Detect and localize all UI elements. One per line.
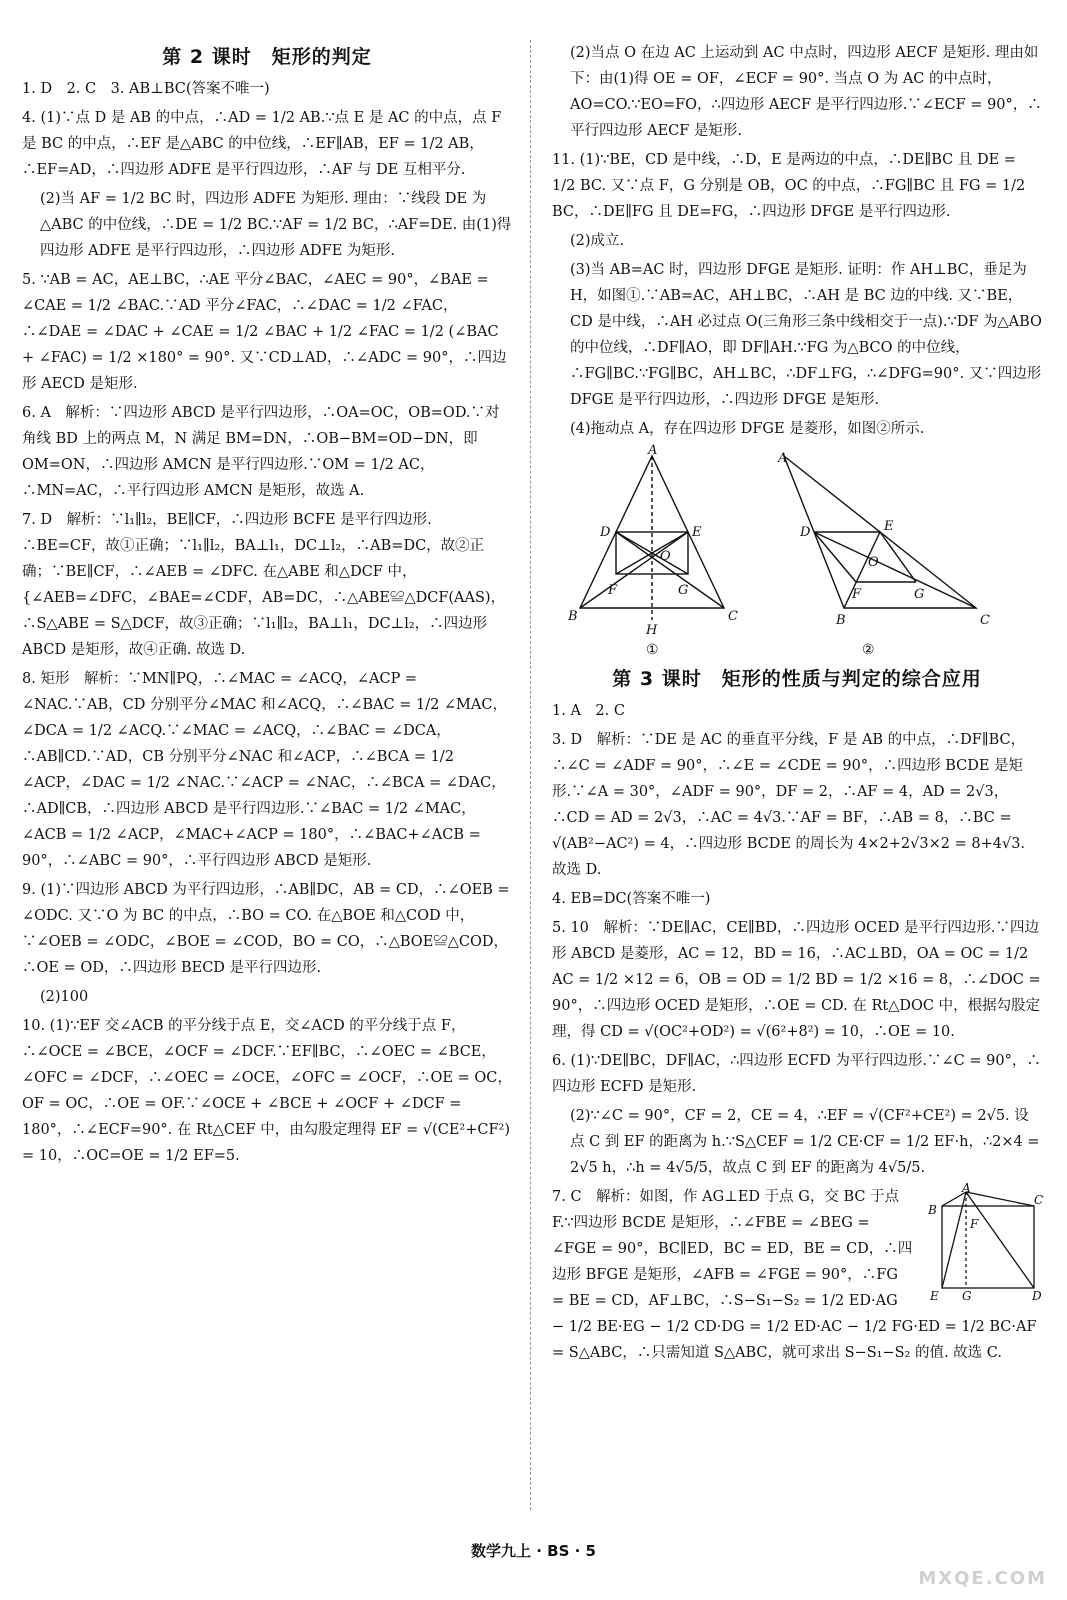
median-be-2 <box>844 532 880 608</box>
answer-line: 11. (1)∵BE，CD 是中线，∴D，E 是两边的中点，∴DE∥BC 且 DE = 1/2 BC. 又∵点 F，G 分别是 OB，OC 的中点，∴FG∥BC 且 FG = 1/2 BC，∴DE∥FG 且 DE=FG，∴四边形 DFGE 是平行四边形. <box>552 152 1026 220</box>
section-heading-lesson3: 第 3 课时 矩形的性质与判定的综合应用 <box>612 668 982 690</box>
median-be <box>580 532 688 608</box>
right-column <box>552 40 1042 1369</box>
rectangle-bcde <box>942 1206 1034 1288</box>
answer-line: (2)成立. <box>570 233 625 249</box>
watermark: MXQE.COM <box>918 1568 1047 1589</box>
section-heading-lesson2: 第 2 课时 矩形的判定 <box>162 46 372 68</box>
page-footer: 数学九上 · BS · 5 <box>471 1542 596 1560</box>
svg-text:O: O <box>660 549 671 564</box>
left-answer-list <box>22 76 512 1169</box>
answer-line: 3. D 解析：∵DE 是 AC 的垂直平分线，F 是 AB 的中点，∴DF∥BC，∴∠C = ∠ADF = 90°，∴∠E = ∠CDE = 90°，∴四边形 BCDE 是矩形.∵∠A = 30°，∠ADF = 90°，DF = 2，∴AF = 4，AD = 2√3，∴CD = AD = 2√3，∴AC = 4√3.∵AF = BF，∴AB = 8，∴BC = √(AB²−AC²) = 4，∴四边形 BCDE 的周长为 4×2+2√3×2 = 8+4√3. 故选 D. <box>552 732 1026 878</box>
answer-line: 5. ∵AB = AC，AE⊥BC，∴AE 平分∠BAC，∠AEC = 90°，∠BAE = ∠CAE = 1/2 ∠BAC.∵AD 平分∠FAC，∴∠DAC = 1/2 ∠FAC，∴∠DAE = ∠DAC + ∠CAE = 1/2 ∠BAC + 1/2 ∠FAC = 1/2 (∠BAC + ∠FAC) = 1/2 ×180° = 90°. 又∵CD⊥AD，∴∠ADC = 90°，∴四边形 AECD 是矩形. <box>22 272 507 392</box>
column-divider <box>530 40 531 1510</box>
answer-q7-text: 7. C 解析：如图，作 AG⊥ED 于点 G，交 BC 于点 F.∵四边形 BCDE 是矩形，∴∠FBE = ∠BEG = ∠FGE = 90°，BC∥ED，BC = ED，BE = CD，∴四边形 BFGE 是矩形，∠AFB = ∠FGE = 90°，∴FG = BE = CD，AF⊥BC，∴S−S₁−S₂ = 1/2 ED·AG − 1/2 BE·EG − 1/2 CD·DG = 1/2 ED·AC − 1/2 FG·ED = 1/2 BC·AF = S△ABC，∴只需知道 S△ABC，就可求出 S−S₁−S₂ 的值. 故选 C. <box>552 1189 1037 1361</box>
answer-line: 1. A 2. C <box>552 703 625 719</box>
svg-text:D: D <box>800 525 811 540</box>
figures-q11 <box>552 443 1042 658</box>
svg-text:E: E <box>692 525 702 540</box>
answer-line: (2)∵∠C = 90°，CF = 2，CE = 4，∴EF = √(CF²+CE²) = 2√5. 设点 C 到 EF 的距离为 h.∵S△CEF = 1/2 CE·CF = 1/2 EF·h，∴2×4 = 2√5 h，∴h = 4√5/5，故点 C 到 EF 的距离为 4√5/5. <box>570 1108 1040 1176</box>
answer-line: (4)拖动点 A，存在四边形 DFGE 是菱形，如图②所示. <box>570 421 925 437</box>
svg-text:C: C <box>980 613 990 628</box>
figure-1-caption: ① <box>646 642 659 658</box>
answer-line: 10. (1)∵EF 交∠ACB 的平分线于点 E，交∠ACD 的平分线于点 F，∴∠OCE = ∠BCE，∠OCF = ∠DCF.∵EF∥BC，∴∠OEC = ∠BCE，∠OFC = ∠DCF，∴∠OEC = ∠OCE，∠OFC = ∠OCF，∴OE = OC，OF = OC，∴OE = OF.∵∠OCE + ∠BCE + ∠OCF + ∠DCF = 180°，∴∠ECF=90°. 在 Rt△CEF 中，由勾股定理得 EF = √(CE²+CF²) = 10，∴OC=OE = 1/2 EF=5. <box>22 1018 512 1164</box>
figure-1-and-2 <box>552 443 1022 658</box>
svg-text:B: B <box>928 1203 937 1217</box>
answer-line: 6. A 解析：∵四边形 ABCD 是平行四边形，∴OA=OC，OB=OD.∵对角线 BD 上的两点 M，N 满足 BM=DN，∴OB−BM=OD−DN，即 OM=ON，∴四边形 AMCN 是平行四边形.∵OM = 1/2 AC，∴MN=AC，∴平行四边形 AMCN 是矩形，故选 A. <box>22 405 500 499</box>
right-answer-list-bottom <box>552 698 1042 1181</box>
median-cd <box>616 532 724 608</box>
svg-text:O: O <box>868 555 879 570</box>
svg-text:E: E <box>930 1289 939 1303</box>
answer-line: 5. 10 解析：∵DE∥AC，CE∥BD，∴四边形 OCED 是平行四边形.∵四边形 ABCD 是菱形，AC = 12，BD = 16，∴AC⊥BD，OA = OC = 1/2 AC = 1/2 ×12 = 6，OB = OD = 1/2 BD = 1/2 ×16 = 8，∴∠DOC = 90°，∴四边形 OCED 是矩形，∴OE = CD. 在 Rt△DOC 中，根据勾股定理，得 CD = √(OC²+OD²) = √(6²+8²) = 10，∴OE = 10. <box>552 920 1041 1040</box>
svg-text:G: G <box>678 583 689 598</box>
svg-text:F: F <box>970 1217 979 1231</box>
svg-text:F: F <box>608 583 618 598</box>
answer-line: 6. (1)∵DE∥BC，DF∥AC，∴四边形 ECFD 为平行四边形.∵∠C = 90°，∴四边形 ECFD 是矩形. <box>552 1053 1041 1095</box>
svg-text:D: D <box>1032 1289 1042 1303</box>
svg-text:H: H <box>646 623 658 638</box>
right-answer-list-top <box>552 40 1042 442</box>
figure-2 <box>784 456 976 608</box>
svg-text:B: B <box>568 609 578 624</box>
svg-text:A: A <box>962 1181 971 1195</box>
left-column <box>22 40 512 1172</box>
answer-q7 <box>552 1181 1044 1366</box>
answer-line: 8. 矩形 解析：∵MN∥PQ，∴∠MAC = ∠ACQ，∠ACP = ∠NAC.∵AB，CD 分别平分∠MAC 和∠ACQ，∴∠BAC = 1/2 ∠MAC，∠DCA = 1/2 ∠ACQ.∵∠MAC = ∠ACQ，∴∠BAC = ∠DCA，∴AB∥CD.∵AD，CB 分别平分∠NAC 和∠ACP，∴∠BCA = 1/2 ∠ACP，∠DAC = 1/2 ∠NAC.∵∠ACP = ∠NAC，∴∠BCA = ∠DAC，∴AD∥CB，∴四边形 ABCD 是平行四边形.∵∠BAC = 1/2 ∠MAC，∠ACB = 1/2 ∠ACP，∠MAC+∠ACP = 180°，∴∠BAC+∠ACB = 90°，∴∠ABC = 90°，∴平行四边形 ABCD 是矩形. <box>22 671 507 869</box>
answer-line: 4. (1)∵点 D 是 AB 的中点，∴AD = 1/2 AB.∵点 E 是 AC 的中点，点 F 是 BC 的中点，∴EF 是△ABC 的中位线，∴EF∥AB，EF = 1/2 AB，∴EF=AD，∴四边形 ADFE 是平行四边形，∴AF 与 DE 互相平分. <box>22 110 502 178</box>
svg-text:A: A <box>648 443 658 458</box>
svg-text:G: G <box>914 587 925 602</box>
answer-line: 7. D 解析：∵l₁∥l₂，BE∥CF，∴四边形 BCFE 是平行四边形. ∴BE=CF，故①正确；∵l₁∥l₂，BA⊥l₁，DC⊥l₂，∴AB=DC，故②正确；∵BE∥CF，∴∠AEB = ∠DFC. 在△ABE 和△DCF 中，{∠AEB=∠DFC，∠BAE=∠CDF，AB=DC，∴△ABE≌△DCF(AAS)，∴S△ABE = S△DCF，故③正确；∵l₁∥l₂，BA⊥l₁，DC⊥l₂，∴四边形 ABCD 是矩形，故④正确. 故选 D. <box>22 512 506 658</box>
svg-text:F: F <box>852 587 862 602</box>
svg-text:D: D <box>600 525 611 540</box>
answer-line: (2)100 <box>40 989 89 1005</box>
answer-line: 9. (1)∵四边形 ABCD 为平行四边形，∴AB∥DC，AB = CD，∴∠OEB = ∠ODC. 又∵O 为 BC 的中点，∴BO = CO. 在△BOE 和△COD 中，∵∠OEB = ∠ODC，∠BOE = ∠COD，BO = CO，∴△BOE≌△COD，∴OE = OD，∴四边形 BECD 是平行四边形. <box>22 882 510 976</box>
answer-line: 4. EB=DC(答案不唯一) <box>552 891 711 907</box>
answer-line: 1. D 2. C 3. AB⊥BC(答案不唯一) <box>22 81 270 97</box>
figure-q7 <box>920 1181 1044 1303</box>
answer-line: (3)当 AB=AC 时，四边形 DFGE 是矩形. 证明：作 AH⊥BC，垂足为 H，如图①.∵AB=AC，AH⊥BC，∴AH 是 BC 边的中线. 又∵BE，CD 是中线，∴AH 必过点 O(三角形三条中线相交于一点).∵DF 为△ABO 的中位线，∴DF∥AO，即 DF∥AH.∵FG 为△BCO 的中位线，∴FG∥BC.∵FG∥BC，AH⊥BC，∴DF⊥FG，∴∠DFG=90°. 又∵四边形 DFGE 是平行四边形，∴四边形 DFGE 是矩形. <box>570 262 1042 408</box>
svg-text:G: G <box>962 1289 972 1303</box>
figure-2-caption: ② <box>862 642 875 658</box>
svg-text:E: E <box>884 519 894 534</box>
svg-text:C: C <box>728 609 738 624</box>
svg-text:A: A <box>778 451 788 466</box>
answer-line: (2)当点 O 在边 AC 上运动到 AC 中点时，四边形 AECF 是矩形. 理由如下：由(1)得 OE = OF，∠ECF = 90°. 当点 O 为 AC 的中点时，AO=CO.∵EO=FO，∴四边形 AECF 是平行四边形.∵∠ECF = 90°，∴平行四边形 AECF 是矩形. <box>570 45 1042 139</box>
svg-text:C: C <box>1034 1193 1044 1207</box>
answer-line: (2)当 AF = 1/2 BC 时，四边形 ADFE 为矩形. 理由：∵线段 DE 为△ABC 的中位线，∴DE = 1/2 BC.∵AF = 1/2 BC，∴AF=DE. 由(1)得四边形 ADFE 是平行四边形，∴四边形 ADFE 为矩形. <box>40 191 512 259</box>
svg-text:B: B <box>836 613 846 628</box>
